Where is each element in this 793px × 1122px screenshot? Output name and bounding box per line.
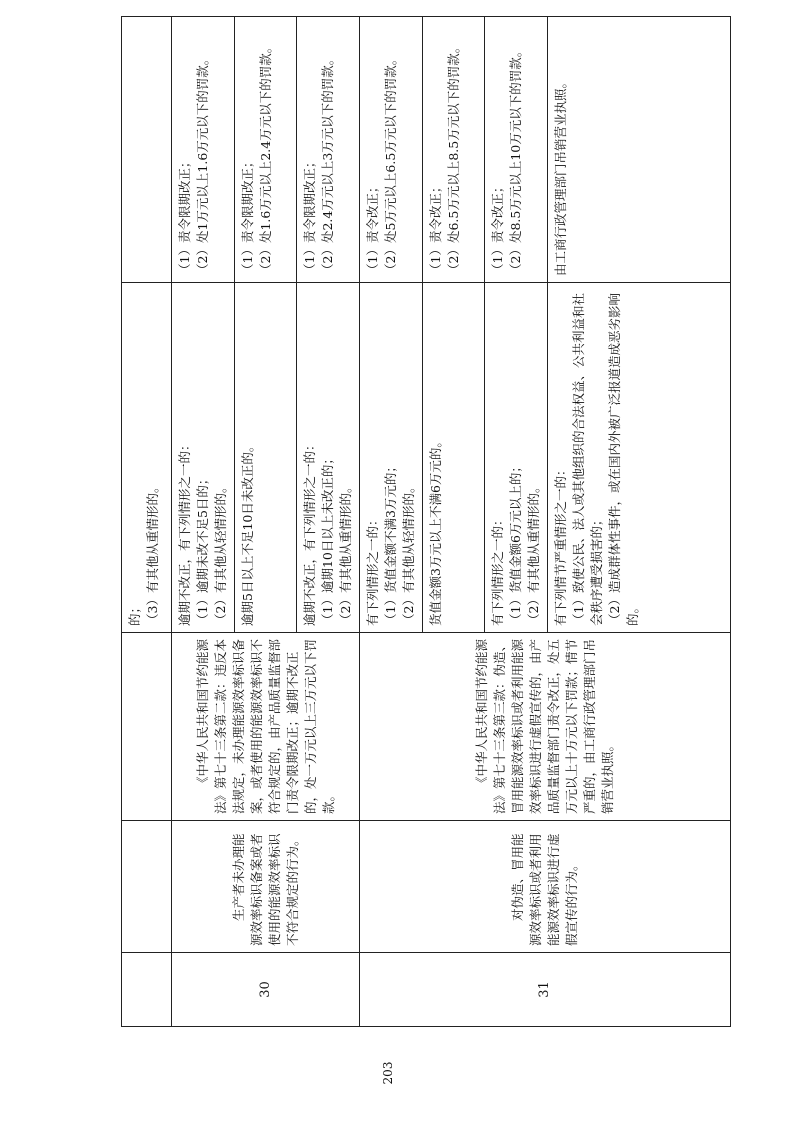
penalty-cell xyxy=(172,17,235,283)
penalty-cell xyxy=(122,17,172,283)
legal-basis-text: 《中华人民共和国节约能源法》第七十三条第二款：违反本法规定，未办理能源效率标识备案，或者使用的能源效率标识不符合规定的，由产品质量监督部门责令限期改正；逾期不改正的，处一万元以上三万元以下罚款。 xyxy=(194,638,336,814)
circumstance-line: （1）货值金额不满3万元的； xyxy=(383,460,398,626)
penalty-line: （1）责令限期改正； xyxy=(240,155,255,276)
penalty-cell xyxy=(297,17,360,283)
item-number xyxy=(122,953,172,1027)
circumstance-cell xyxy=(485,283,548,633)
circumstance-cell xyxy=(423,283,485,633)
violation-behavior-text: 对伪造、冒用能源效率标识或者利用能源效率标识进行虚假宣传的行为。 xyxy=(510,833,579,946)
violation-behavior xyxy=(172,821,360,953)
circumstance-line: 逾期5日以上不足10日未改正的。 xyxy=(240,439,255,626)
item-number: 31 xyxy=(360,953,731,1027)
penalty-line: （2）处1万元以上1.6万元以下的罚款。 xyxy=(195,52,210,276)
item-number: 30 xyxy=(172,953,360,1027)
violation-behavior xyxy=(360,821,731,953)
penalty-table xyxy=(121,16,731,1027)
legal-basis xyxy=(122,633,172,821)
penalty-line: （1）责令改正； xyxy=(428,180,443,276)
penalty-cell xyxy=(235,17,297,283)
circumstance-line: （2）有其他从重情形的。 xyxy=(338,480,353,626)
circumstance-line: （2）有其他从轻情形的。 xyxy=(401,480,416,626)
penalty-line: 由工商行政管理部门吊销营业执照。 xyxy=(553,75,568,276)
penalty-line: （2）处1.6万元以上2.4万元以下的罚款。 xyxy=(258,40,273,276)
page-number: 203 xyxy=(381,1061,395,1085)
penalty-line: （2）处8.5万元以上10万元以下的罚款。 xyxy=(508,44,523,276)
circumstance-line: 逾期不改正，有下列情形之一的： xyxy=(302,438,317,626)
circumstance-line: （1）逾期未改不足5日的； xyxy=(195,472,210,626)
table-row xyxy=(360,17,423,1027)
circumstance-line: 的； xyxy=(127,600,142,626)
penalty-line: （1）责令改正； xyxy=(365,180,380,276)
circumstance-line: （1）逾期10日以上未改正的； xyxy=(320,452,335,626)
penalty-cell xyxy=(423,17,485,283)
circumstance-line: （2）造成群体性事件，或在国内外被广泛报道造成恶劣影响的。 xyxy=(607,293,640,626)
penalty-line: （2）处5万元以上6.5万元以下的罚款。 xyxy=(383,52,398,276)
penalty-cell xyxy=(548,17,731,283)
circumstance-line: 货值金额3万元以上不满6万元的。 xyxy=(428,435,443,626)
legal-basis xyxy=(360,633,731,821)
circumstance-cell xyxy=(172,283,235,633)
circumstance-cell xyxy=(297,283,360,633)
table-row xyxy=(122,17,172,1027)
circumstance-line: （2）有其他从轻情形的。 xyxy=(213,480,228,626)
penalty-line: （1）责令限期改正； xyxy=(302,155,317,276)
legal-basis xyxy=(172,633,360,821)
circumstance-line: 逾期不改正，有下列情形之一的： xyxy=(177,438,192,626)
rotated-table-container xyxy=(121,17,726,1027)
penalty-line: （1）责令限期改正； xyxy=(177,155,192,276)
circumstance-line: （1）货值金额6万元以上的； xyxy=(508,460,523,626)
circumstance-cell xyxy=(360,283,423,633)
violation-behavior-text: 生产者未办理能源效率标识备案或者使用的能源效率标识不符合规定的行为。 xyxy=(230,833,300,946)
circumstance-cell xyxy=(122,283,172,633)
circumstance-line: （2）有其他从重情形的。 xyxy=(526,480,541,626)
penalty-cell xyxy=(360,17,423,283)
penalty-line: （2）处6.5万元以上8.5万元以下的罚款。 xyxy=(446,40,461,276)
circumstance-cell xyxy=(548,283,731,633)
circumstance-cell xyxy=(235,283,297,633)
circumstance-line: （3）有其他从重情形的。 xyxy=(145,480,160,626)
violation-behavior xyxy=(122,821,172,953)
legal-basis-text: 《中华人民共和国节约能源法》第七十三条第三款：伪造、冒用能源效率标识或者利用能源效率标识进行虚假宣传的，由产品质量监督部门责令改正，处五万元以上十万元以下罚款；情节严重的，由工商行政管理部门吊销营业执照。 xyxy=(474,638,615,814)
penalty-cell xyxy=(485,17,548,283)
circumstance-line: 有下列情形之一的： xyxy=(365,513,380,626)
circumstance-line: （1）致使公民、法人或其他组织的合法权益、公共利益和社会秩序遭受损害的； xyxy=(571,293,604,626)
circumstance-line: 有下列情节严重情形之一的： xyxy=(553,463,568,626)
penalty-line: （2）处2.4万元以上3万元以下的罚款。 xyxy=(320,52,335,276)
table-row xyxy=(172,17,235,1027)
penalty-line: （1）责令改正； xyxy=(490,180,505,276)
circumstance-line: 有下列情形之一的： xyxy=(490,513,505,626)
